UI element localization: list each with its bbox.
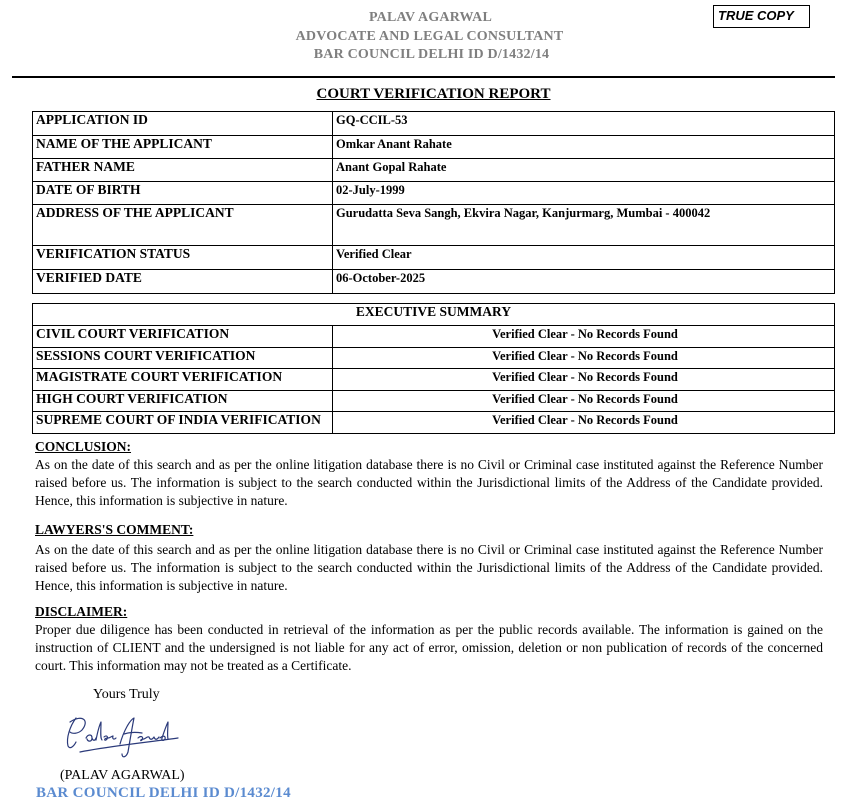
disclaimer-text: Proper due diligence has been conducted in retrieval of the information as per the public records available. The information is gained on the instruction of CLIENT and the undersigned is not liable for any act of error, omission, deletion or non publication of records of the concerned court. This information may not be treated as a Certificate. [35,622,823,673]
disclaimer-section [35,603,825,675]
summary-row [33,348,835,369]
detail-label: DATE OF BIRTH [33,182,333,205]
summary-label: CIVIL COURT VERIFICATION [33,326,333,348]
detail-label: ADDRESS OF THE APPLICANT [33,205,333,246]
summary-heading-row [33,304,835,326]
report-title [0,86,867,103]
detail-value: 06-October-2025 [333,270,835,294]
advocate-title: ADVOCATE AND LEGAL CONSULTANT [295,29,564,44]
executive-summary-table [32,303,835,434]
handwritten-signature [60,708,190,764]
details-row [33,246,835,270]
summary-label: SUPREME COURT OF INDIA VERIFICATION [33,412,333,434]
bar-council-id: BAR COUNCIL DELHI ID D/1432/14 [313,47,550,62]
detail-value: GQ-CCIL-53 [333,112,835,136]
detail-label: FATHER NAME [33,159,333,182]
detail-label: VERIFICATION STATUS [33,246,333,270]
details-row [33,205,835,246]
details-row [33,270,835,294]
lawyers-comment-section [35,521,825,595]
disclaimer-label: DISCLAIMER: [35,604,128,619]
details-row [33,182,835,205]
detail-label: NAME OF THE APPLICANT [33,136,333,159]
detail-label: APPLICATION ID [33,112,333,136]
advocate-name: PALAV AGARWAL [368,10,493,25]
detail-value: Omkar Anant Rahate [333,136,835,159]
conclusion-section [35,438,825,510]
summary-label: SESSIONS COURT VERIFICATION [33,348,333,369]
summary-result: Verified Clear - No Records Found [333,412,835,434]
summary-label: HIGH COURT VERIFICATION [33,391,333,412]
report-title-text: COURT VERIFICATION REPORT [316,86,551,102]
detail-value: Anant Gopal Rahate [333,159,835,182]
summary-result: Verified Clear - No Records Found [333,391,835,412]
summary-row [33,412,835,434]
lawyers-comment-text: As on the date of this search and as per the online litigation database there is no Civil or Criminal case instituted against the Reference Number raised before us. The information is subject to the search conducted within the Jurisdictional limits of the Address of the Candidate provided. Hence, this information is subjective in nature. [35,542,823,593]
closing-salutation: Yours Truly [93,687,160,702]
summary-result: Verified Clear - No Records Found [333,348,835,369]
summary-heading: EXECUTIVE SUMMARY [33,304,835,326]
summary-row [33,369,835,391]
detail-value: 02-July-1999 [333,182,835,205]
details-row [33,112,835,136]
applicant-details-table [32,111,835,294]
header-divider [12,76,835,78]
conclusion-text: As on the date of this search and as per the online litigation database there is no Civil or Criminal case instituted against the Reference Number raised before us. The information is subject to the search conducted within the Jurisdictional limits of the Address of the Candidate provided. Hence, this information is subjective in nature. [35,457,823,508]
conclusion-label: CONCLUSION: [35,439,132,454]
detail-label: VERIFIED DATE [33,270,333,294]
summary-row [33,391,835,412]
lawyers-comment-label: LAWYERS'S COMMENT: [35,522,194,537]
summary-label: MAGISTRATE COURT VERIFICATION [33,369,333,391]
details-row [33,136,835,159]
summary-row [33,326,835,348]
summary-result: Verified Clear - No Records Found [333,369,835,391]
detail-value: Gurudatta Seva Sangh, Ekvira Nagar, Kanjurmarg, Mumbai - 400042 [333,205,835,246]
signatory-name: (PALAV AGARWAL) [60,768,185,783]
true-copy-stamp: TRUE COPY [713,5,810,28]
details-row [33,159,835,182]
footer-bar-council-id: BAR COUNCIL DELHI ID D/1432/14 [36,785,291,801]
detail-value: Verified Clear [333,246,835,270]
summary-result: Verified Clear - No Records Found [333,326,835,348]
